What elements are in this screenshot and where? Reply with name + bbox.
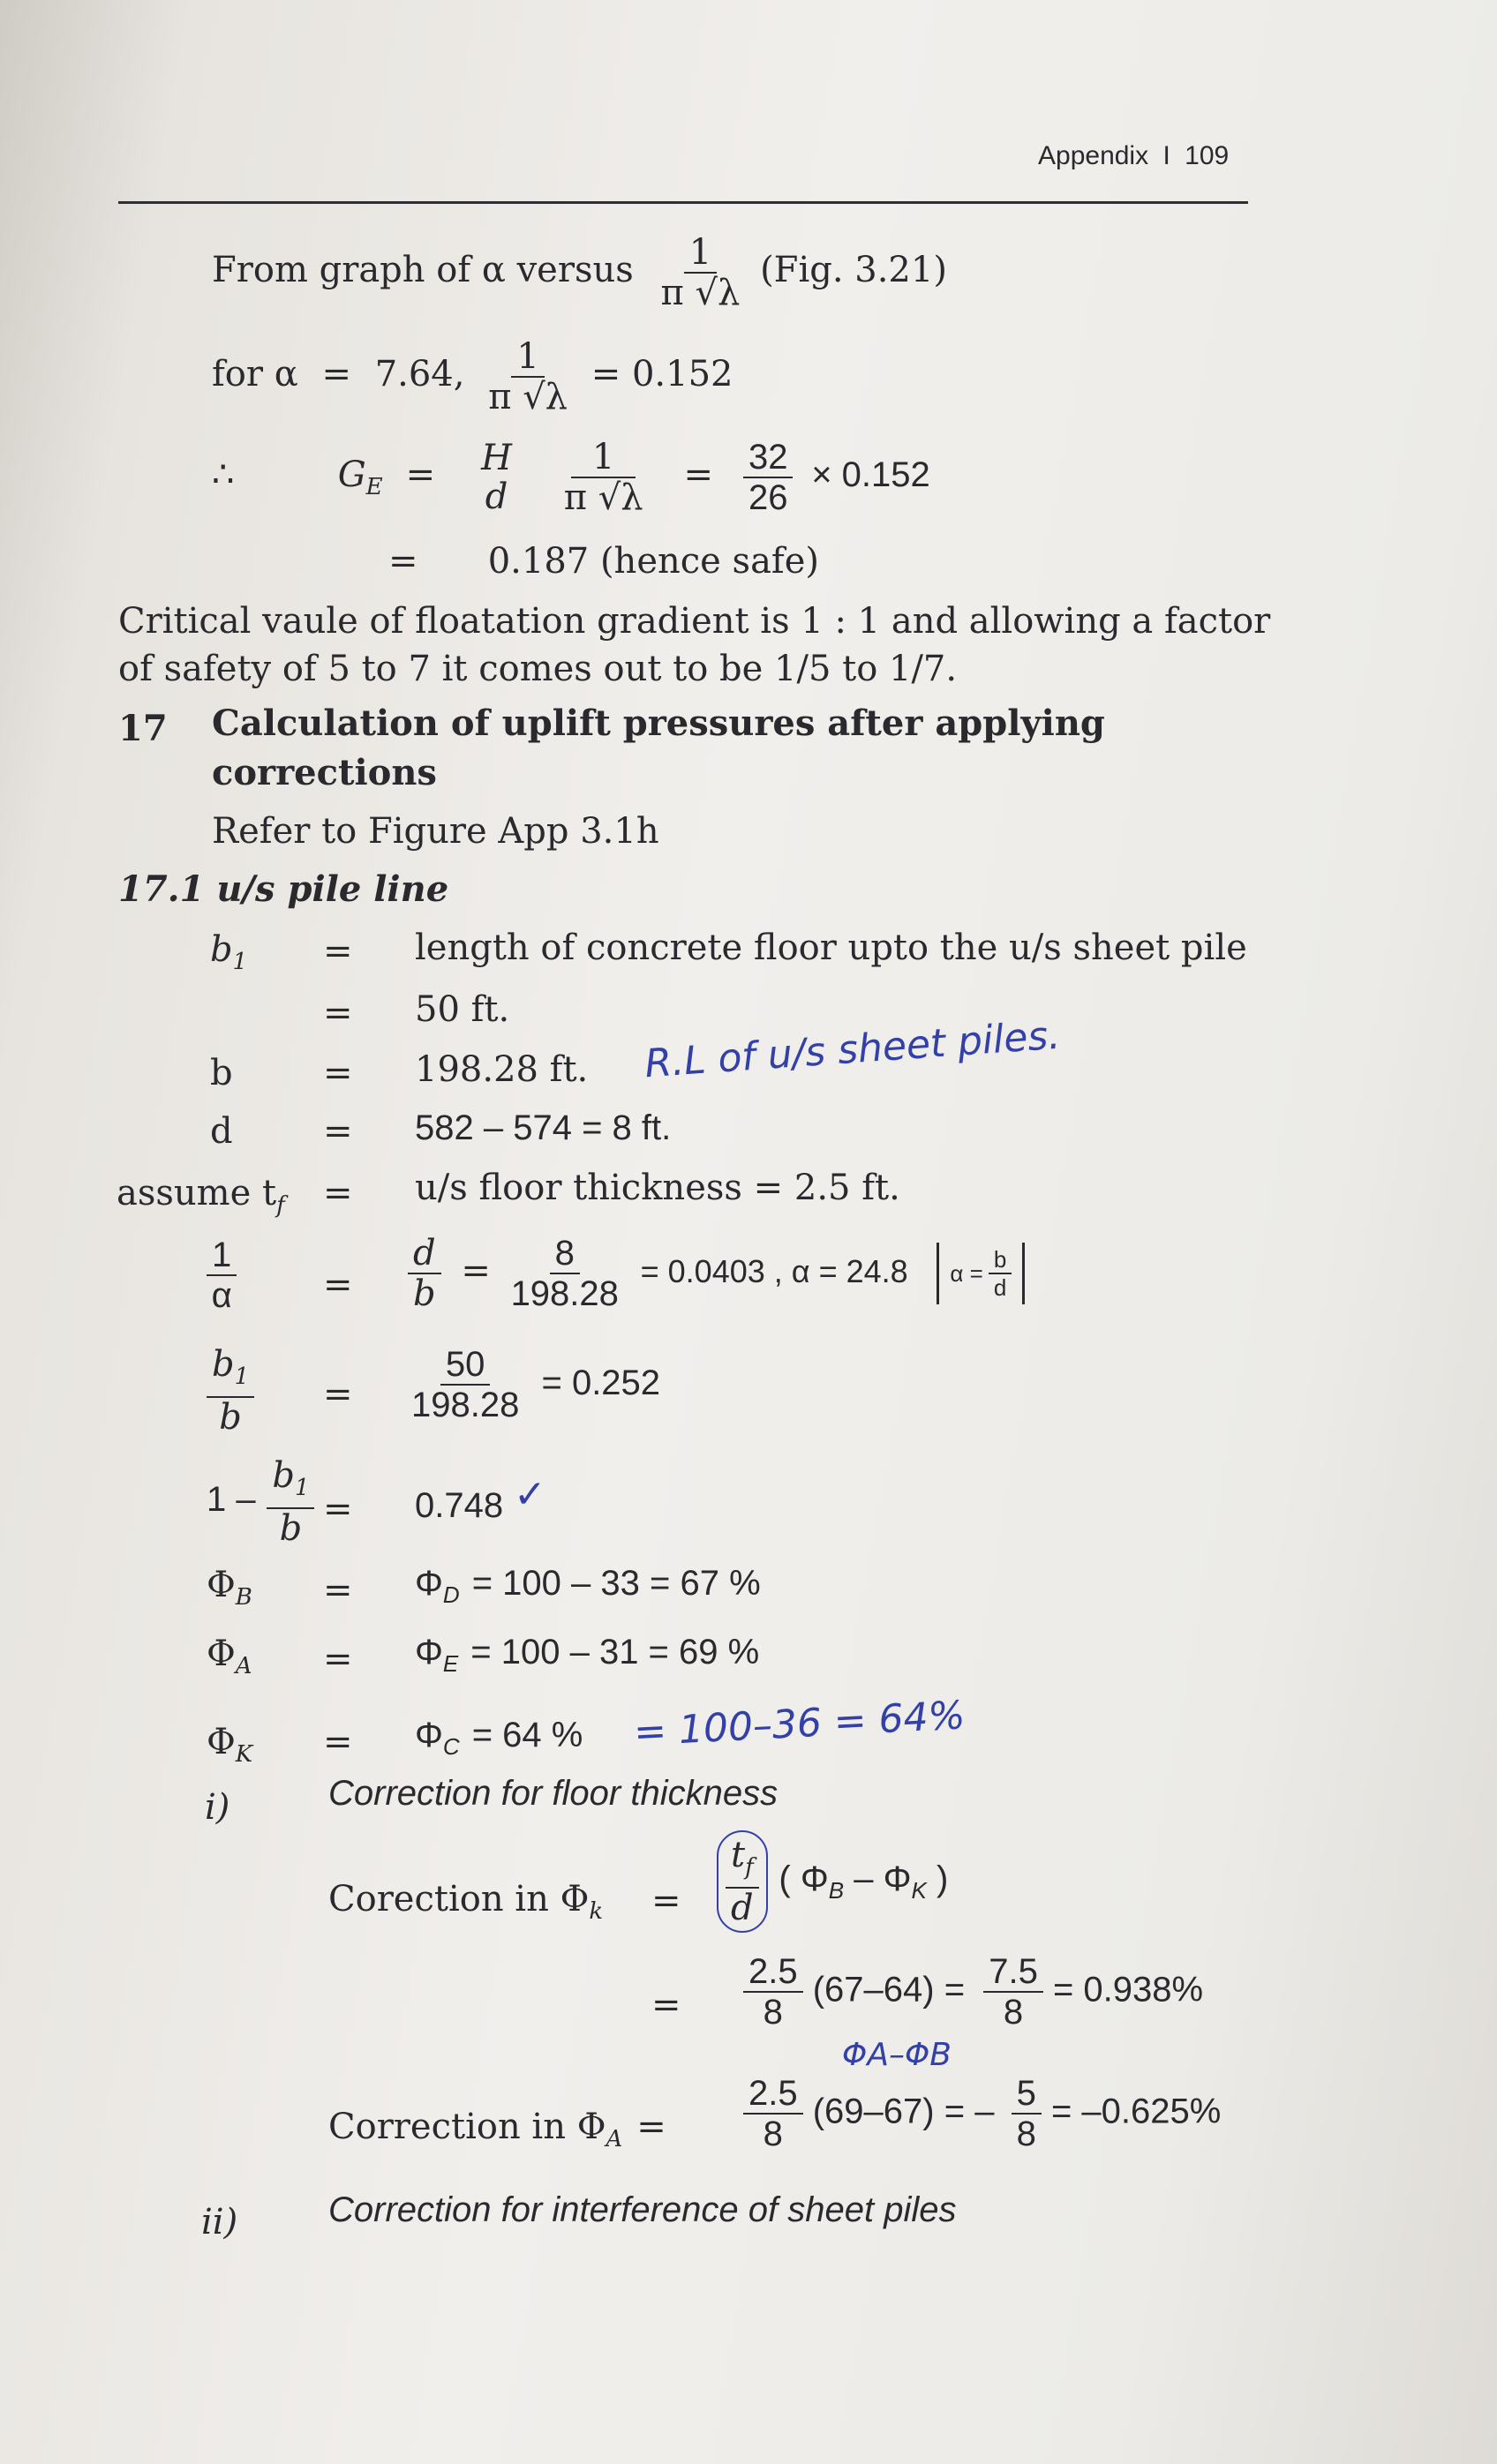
corr-k-eq: = [651,1881,681,1921]
corr-a-text: Correction in Φ [328,2107,606,2147]
ratio-lhs-num: 1 [207,1236,237,1276]
b1b-lhs-num [207,1345,254,1398]
b1b-den: 198.28 [411,1386,520,1424]
alpha-frac-num: 1 [511,337,544,378]
phi-k-eq: = [323,1722,353,1762]
corr-k2-f2-den: 8 [1003,1993,1024,2032]
def-b1v-eq: = [323,993,353,1033]
corr-a-rhs [743,2074,1221,2153]
ge-symbol: G [337,454,366,495]
handwritten-alpha-bracket [937,1243,1025,1304]
corr-k2-frac2 [983,1952,1043,2032]
section-17-title-2: corrections [212,752,437,793]
phi-b-expr: = 100 – 33 = 67 % [471,1564,761,1603]
b1b-lhs-sub: 1 [234,1363,250,1390]
ratio-eq: = [323,1265,353,1305]
phi-k-lhs [207,1721,252,1776]
ratio-eq2: = [461,1251,491,1291]
corr-k2-frac1 [743,1952,803,2032]
ge-result-eq: = [388,541,418,582]
corr-a-frac1 [743,2074,803,2153]
running-header [1038,141,1229,171]
ratio-lhs-den: α [211,1276,232,1315]
graph-lead: From graph of α versus [212,250,634,290]
corr-k2-mid: (67–64) = [812,1970,966,2010]
phi-a-rhs [415,1631,759,1685]
corr-k-close: ) [926,1859,949,1898]
corr-ii-title: Correction for interference of sheet piles [328,2190,957,2229]
def-tf-eq: = [323,1173,353,1213]
header-separator: I [1162,141,1170,170]
def-b1-text: length of concrete floor upto the u/s sheet pile [415,928,1247,968]
corr-a-f2-den: 8 [1016,2115,1036,2153]
phi-k-symbol: Φ [207,1722,236,1762]
phi-b-lhs [207,1564,252,1619]
critical-line-1: Critical vaule of floatation gradient is 1 : 1 and allowing a factor [118,601,1271,642]
one-minus-frac [267,1456,314,1548]
one-minus-letter: b [272,1455,295,1496]
one-minus-sub: 1 [294,1475,310,1501]
b1b-lhs [207,1345,254,1437]
corr-k-minus: – Φ [844,1859,912,1898]
one-minus-lhs [207,1456,314,1548]
bracket-frac [989,1246,1012,1301]
b1b-lhs-frac [207,1345,254,1437]
section-17-refer: Refer to Figure App 3.1h [212,811,659,852]
b1b-eq: = [323,1374,353,1415]
ge-f3-num: 32 [743,438,794,478]
phi-c-sub: C [442,1733,460,1760]
def-b1-label [210,928,247,983]
def-tf-text: assume t [117,1173,277,1213]
def-d-value: 582 – 574 = 8 ft. [415,1108,672,1147]
alpha-fraction [488,337,568,417]
ge-frac-pi [564,438,643,517]
therefore-symbol: ∴ [212,454,235,495]
corr-a-f2-num: 5 [1012,2074,1042,2115]
corr-a-frac2 [1012,2074,1042,2153]
corr-k-text: Corection in Φ [328,1879,590,1919]
ratio-db-num: d [408,1234,441,1274]
phi-e-sub: E [442,1650,459,1677]
corr-k-sub: k [589,1898,604,1925]
def-b-eq: = [323,1053,353,1093]
one-minus-text: 1 – [207,1480,256,1519]
graph-line [212,233,947,312]
phi-k-expr: = 64 % [471,1716,583,1754]
handwritten-phi-diff: ΦA–ΦB [842,2037,952,2073]
corr-k-t: t [731,1835,746,1875]
corr-a-f1-num: 2.5 [743,2074,803,2115]
ge-frac-hd [476,439,517,516]
graph-frac-num: 1 [684,233,717,274]
corr-k-k-sub: K [911,1877,927,1904]
ratio-8-frac [511,1234,619,1313]
corr-i-title: Correction for floor thickness [328,1774,779,1813]
corr-a-f1-den: 8 [763,2115,783,2153]
corr-k2-result: = 0.938% [1052,1970,1204,2010]
b1b-num: 50 [440,1345,491,1386]
def-tf-label [117,1172,285,1227]
alpha-frac-den: π √λ [488,377,568,417]
corr-k-paren [779,1859,949,1904]
graph-frac-den: π √λ [660,273,741,313]
header-rule [118,201,1248,204]
phi-b-symbol: Φ [207,1565,236,1605]
phi-k-rhs [415,1714,583,1768]
ge-eq2: = [683,454,714,495]
corr-k-circled-frac [717,1830,768,1933]
corr-a-sub: A [606,2126,623,2152]
phi-a-lhs [207,1633,252,1687]
handwritten-check: ✓ [514,1472,546,1517]
section-17-1-title: 17.1 u/s pile line [118,868,449,910]
one-minus-value: 0.748 [415,1486,504,1525]
one-minus-num [267,1456,314,1509]
corr-k2-f1-num: 2.5 [743,1952,803,1993]
ratio-1-alpha [207,1236,237,1315]
ge-f3-den: 26 [748,478,788,517]
section-17-number: 17 [118,708,168,749]
ratio-8-den: 198.28 [510,1274,619,1313]
ge-f2-den: π √λ [563,477,643,518]
phi-a-eq: = [323,1639,353,1679]
corr-a-mid: (69–67) = – [812,2092,995,2131]
bracket-num: b [989,1246,1012,1274]
b1b-rhs [411,1345,660,1424]
corr-k-frac-num [726,1836,759,1889]
ratio-db-den: b [413,1273,436,1314]
ratio-result: = 0.0403 , α = 24.8 [640,1253,908,1289]
one-minus-den: b [279,1508,303,1549]
phi-k-sub: K [235,1741,253,1768]
b1b-lhs-letter: b [212,1344,235,1385]
ge-frac-32-26 [743,438,794,517]
corr-k-b-sub: B [828,1877,845,1904]
b1b-result: = 0.252 [541,1363,661,1402]
phi-a-expr: = 100 – 31 = 69 % [470,1633,760,1671]
handwritten-rl-note: R.L of u/s sheet piles. [643,1012,1062,1087]
def-d-label: d [210,1111,233,1152]
corr-k2-eq: = [651,1985,681,2025]
phi-c-symbol: Φ [415,1716,443,1754]
ratio-lhs-frac [207,1236,237,1315]
alpha-lead: for α [212,354,298,394]
one-minus-eq: = [323,1489,353,1529]
def-b-label: b [210,1053,233,1093]
def-d-eq: = [323,1111,353,1152]
header-page-number: 109 [1185,141,1230,170]
header-section: Appendix [1038,141,1149,170]
phi-b-rhs [415,1562,761,1616]
bracket-lhs: α = [950,1260,983,1287]
corr-k2-f1-den: 8 [763,1993,783,2032]
def-tf-sub: f [276,1192,285,1219]
ge-line [212,438,930,517]
phi-d-sub: D [442,1581,460,1608]
corr-k2-rhs [743,1952,1203,2032]
b1b-lhs-den: b [219,1397,242,1438]
corr-k-t-sub: f [745,1854,754,1881]
section-17-title-1: Calculation of uplift pressures after applying [212,702,1105,744]
corr-i-label: i) [205,1787,230,1828]
alpha-value: 7.64, [374,354,465,394]
ge-f1-den: d [485,477,508,517]
phi-a-symbol: Φ [207,1634,236,1674]
def-b1-eq: = [323,931,353,972]
phi-d-symbol: Φ [415,1564,443,1603]
corr-k-frac-den: d [731,1888,754,1928]
ge-times: × 0.152 [811,455,930,494]
def-tf-value: u/s floor thickness = 2.5 ft. [415,1168,900,1208]
corr-k-rhs [717,1830,948,1933]
alpha-line [212,337,733,417]
ratio-rhs [408,1234,1025,1313]
ratio-8-num: 8 [550,1234,580,1274]
def-b1-sub: 1 [232,949,248,975]
handwritten-phi-k-calc: = 100–36 = 64% [632,1693,967,1755]
critical-line-2: of safety of 5 to 7 it comes out to be 1/5 to 1/7. [118,649,958,689]
ge-eq: = [405,454,436,495]
alpha-eq: = [321,354,351,394]
ge-subscript: E [365,474,383,500]
b1b-frac [411,1345,519,1424]
corr-a-eq: = [636,2107,666,2147]
alpha-result: = 0.152 [591,354,733,394]
corr-k-phi-b: ( Φ [779,1859,829,1898]
bracket-den: d [993,1274,1007,1301]
ge-result-value: 0.187 (hence safe) [487,541,819,582]
corr-ii-label: ii) [201,2202,238,2242]
graph-fraction [661,233,741,312]
phi-e-symbol: Φ [415,1633,443,1671]
graph-ref: (Fig. 3.21) [760,250,947,290]
ratio-db-frac [408,1234,441,1313]
phi-a-sub: A [235,1653,252,1679]
ge-f1-num: H [481,438,512,478]
def-b1-letter: b [210,929,233,970]
corr-a-result: = –0.625% [1050,2092,1222,2131]
def-b-value: 198.28 ft. [415,1049,589,1090]
corr-a-lead [328,2106,666,2160]
phi-b-sub: B [235,1584,252,1611]
ge-f2-num: 1 [571,438,636,478]
corr-k2-f2-num: 7.5 [983,1952,1043,1993]
corr-k-lead [328,1878,603,1933]
def-b1-value: 50 ft. [415,989,510,1030]
phi-b-eq: = [323,1570,353,1611]
ge-result-line [388,540,819,582]
